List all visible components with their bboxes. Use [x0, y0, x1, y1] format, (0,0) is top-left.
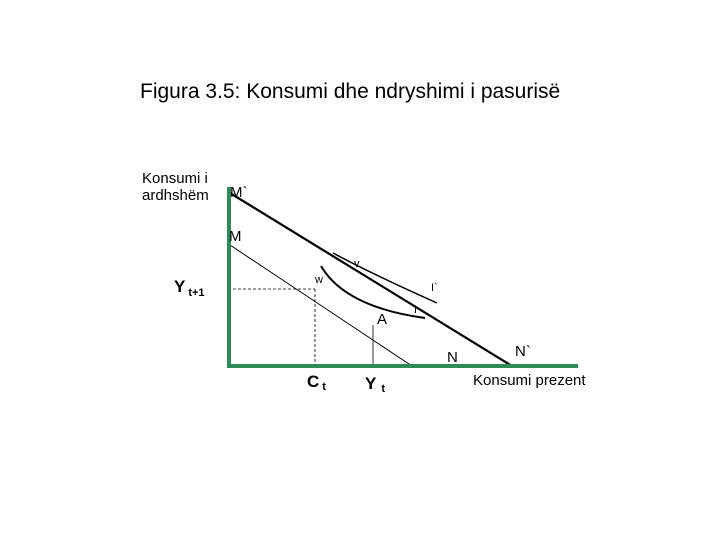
budget-line-mn: [230, 245, 412, 366]
y-axis-label-line1: Konsumi i: [142, 170, 208, 187]
y-axis-label-line2: ardhshëm: [142, 187, 209, 204]
tick-y-t: Yt: [365, 374, 386, 395]
point-n: N: [447, 349, 458, 366]
tick-c-t: Ct: [307, 372, 326, 393]
indifference-curve-i-prime: [333, 253, 437, 303]
budget-line-m-prime-n-prime: [230, 193, 512, 366]
point-i: I: [414, 304, 418, 316]
point-a: A: [377, 311, 388, 328]
x-axis-label: Konsumi prezent: [473, 372, 586, 389]
figure-title: Figura 3.5: Konsumi dhe ndryshimi i pasurisë: [140, 80, 561, 103]
point-m: M: [229, 228, 242, 245]
point-i-prime: I`: [431, 282, 438, 294]
point-w: w: [315, 274, 323, 286]
tick-y-t-plus-1: Y $_{t+1}$: [174, 277, 205, 299]
point-m-prime: M`: [230, 184, 248, 201]
point-n-prime: N`: [515, 343, 531, 360]
point-v: v: [354, 258, 360, 270]
